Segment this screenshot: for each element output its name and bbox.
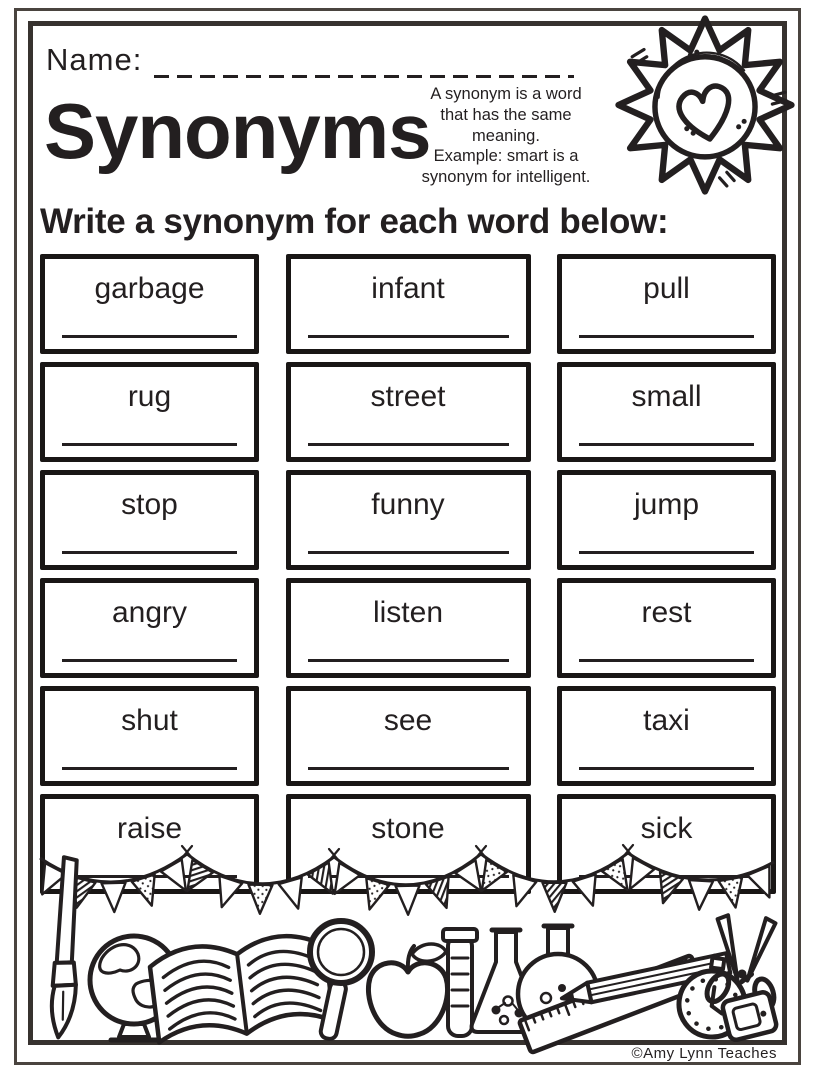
word-label: rug [127,380,172,413]
answer-blank[interactable] [579,659,754,662]
name-label: Name: [46,42,143,77]
name-input-line[interactable] [154,48,574,78]
sun-heart-icon [614,14,796,196]
answer-blank[interactable] [308,335,509,338]
answer-blank[interactable] [579,443,754,446]
instruction-text: Write a synonym for each word below: [40,202,669,241]
answer-blank[interactable] [62,551,237,554]
answer-blank[interactable] [308,767,509,770]
name-row [46,42,574,78]
definition-line: that has the same [440,105,572,124]
answer-blank[interactable] [62,443,237,446]
school-supplies-doodle [36,852,776,1044]
word-label: small [631,380,702,413]
word-label: listen [372,596,444,629]
word-box [40,578,259,678]
word-label: infant [371,272,445,305]
word-box [286,362,531,462]
word-box [40,470,259,570]
word-box [286,686,531,786]
credit-text: ©Amy Lynn Teaches [631,1045,777,1062]
apple-icon [368,944,447,1036]
word-box [557,254,776,354]
pencil-sharpener-icon [721,991,777,1041]
answer-blank[interactable] [579,767,754,770]
word-label: shut [121,704,178,737]
word-box [40,686,259,786]
definition-line: Example: smart is a [433,147,579,166]
word-box [286,470,531,570]
word-box [286,254,531,354]
answer-blank[interactable] [62,659,237,662]
word-label: street [370,380,446,413]
paintbrush-icon [48,857,87,1038]
word-label: jump [633,488,700,521]
answer-blank[interactable] [579,335,754,338]
open-book-icon [148,931,334,1044]
word-label: see [383,704,433,737]
answer-blank[interactable] [62,767,237,770]
word-label: sick [640,812,693,845]
answer-blank[interactable] [308,443,509,446]
word-box [40,254,259,354]
word-box [557,578,776,678]
word-box [557,362,776,462]
word-label: garbage [94,272,205,305]
word-box [557,686,776,786]
word-label: funny [371,488,445,521]
definition-line: A synonym is a word [430,85,582,103]
answer-blank[interactable] [308,551,509,554]
answer-blank[interactable] [308,659,509,662]
word-label: rest [641,596,692,629]
word-label: angry [111,596,188,629]
answer-blank[interactable] [62,335,237,338]
word-box [286,578,531,678]
definition-line: synonym for intelligent. [421,168,591,187]
word-label: stone [371,812,445,845]
definition-text [394,84,618,188]
word-box [40,362,259,462]
word-label: stop [121,488,178,521]
page-title: Synonyms [44,87,431,175]
word-label: pull [643,272,690,305]
answer-blank[interactable] [579,551,754,554]
word-label: raise [116,812,183,845]
word-box [557,470,776,570]
words-grid [40,254,776,894]
definition-line: meaning. [472,126,540,145]
word-label: taxi [643,704,690,737]
